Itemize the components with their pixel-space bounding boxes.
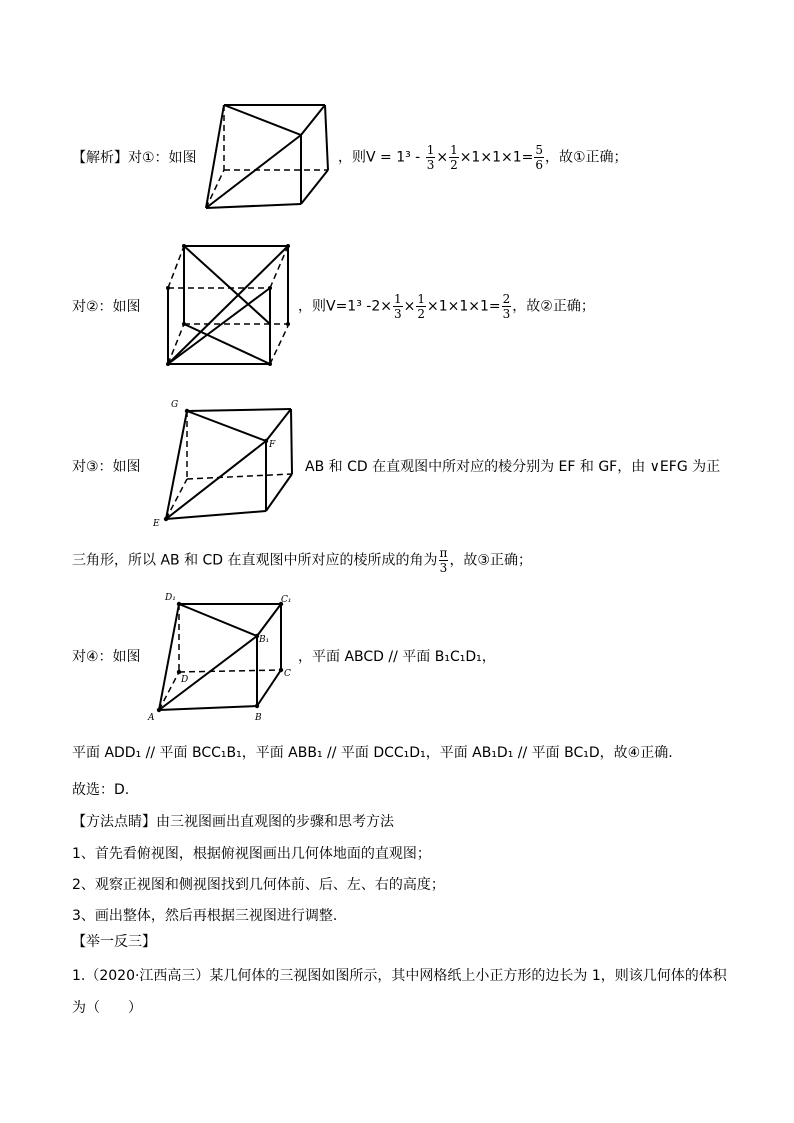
fig4-label-a: A bbox=[148, 713, 155, 723]
fig4-label-d: D bbox=[181, 675, 189, 685]
figure-3-solid bbox=[150, 395, 300, 530]
p3-line2: 三角形，所以 AB 和 CD 在直观图中所对应的棱所成的角为 $\frac{\pi}{3}$ ，故③正确； bbox=[72, 546, 532, 575]
example-title: 【举一反三】 bbox=[72, 934, 156, 950]
p3-label: 对③：如图 bbox=[72, 459, 141, 475]
method-title: 【方法点睛】由三视图画出直观图的步骤和思考方法 bbox=[72, 814, 394, 830]
answer-choice: 故选：D. bbox=[72, 782, 130, 798]
fig4-label-b: B bbox=[255, 713, 262, 723]
fig4-label-d1: D₁ bbox=[165, 593, 176, 603]
fig3-label-e: E bbox=[153, 519, 160, 529]
fig3-label-g: G bbox=[171, 400, 179, 410]
method-step-2: 2、观察正视图和侧视图找到几何体前、后、左、右的高度； bbox=[72, 877, 445, 893]
p4-label: 对④：如图 bbox=[72, 649, 141, 665]
method-step-1: 1、首先看俯视图，根据俯视图画出几何体地面的直观图； bbox=[72, 846, 431, 862]
formula-1: ，则V = 1³ - $\frac{1}{3}$ × $\frac{1}{2}$ ×1×1×1= $\frac{5}{6}$ ，故①正确； bbox=[338, 143, 628, 172]
method-step-3: 3、画出整体，然后再根据三视图进行调整. bbox=[72, 908, 338, 924]
figure-2-solid bbox=[160, 240, 300, 370]
fig4-label-b1: B₁ bbox=[259, 635, 270, 645]
figure-1-solid bbox=[200, 100, 335, 215]
fig4-label-c1: C₁ bbox=[281, 595, 292, 605]
question-1-line-2: 为（ ） bbox=[72, 1000, 142, 1016]
p4-text: ，平面 ABCD // 平面 B₁C₁D₁， bbox=[298, 649, 496, 665]
p3-text: AB 和 CD 在直观图中所对应的棱分别为 EF 和 GF，由 ∨EFG 为正 bbox=[305, 459, 721, 475]
fig4-label-c: C bbox=[284, 669, 291, 679]
formula-2: ，则V=1³ -2× $\frac{1}{3}$ × $\frac{1}{2}$ ×1×1×1= $\frac{2}{3}$ ，故②正确； bbox=[298, 292, 595, 321]
figure-4-solid bbox=[145, 588, 305, 728]
p2-label: 对②：如图 bbox=[72, 299, 141, 315]
analysis-lead: 【解析】对①：如图 bbox=[72, 150, 197, 166]
fig3-label-f: F bbox=[269, 440, 276, 450]
p4-line2: 平面 ADD₁ // 平面 BCC₁B₁，平面 ABB₁ // 平面 DCC₁D₁，平面 AB₁D₁ // 平面 BC₁D，故④正确. bbox=[72, 745, 673, 761]
question-1-line-1: 1.（2020·江西高三）某几何体的三视图如图所示，其中网格纸上小正方形的边长为 1，则该几何体的体积 bbox=[72, 968, 727, 984]
